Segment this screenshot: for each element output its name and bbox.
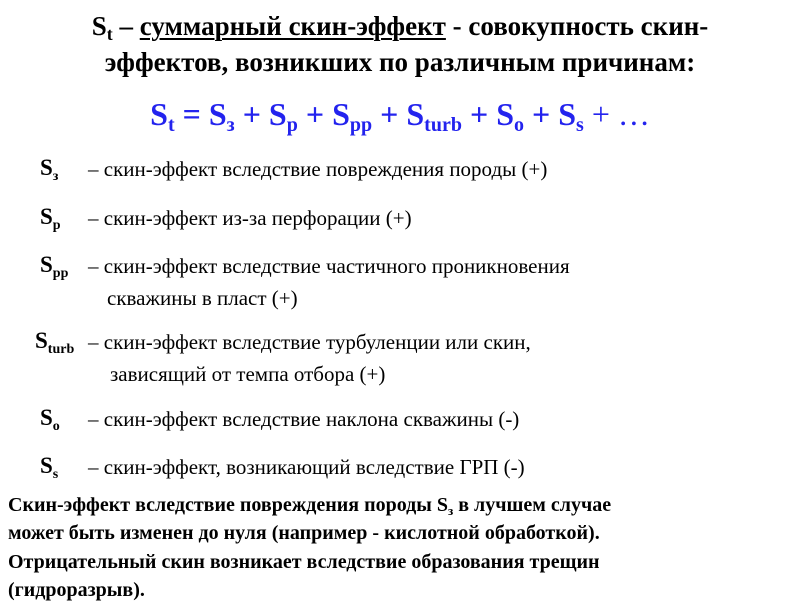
footer-line-4: (гидроразрыв). [8,579,145,601]
def-text-sz: – скин-эффект вследствие повреждения породы (+) [88,157,548,181]
def-symbol-spp: $S_{рр}$ [40,252,69,281]
def-text-sturb: – скин-эффект вследствие турбуленции или скин, [88,330,531,354]
footer-line-3: Отрицательный скин возникает вследствие образования трещин [8,551,600,573]
skin-equation: $S_t = S_з + S_р + S_{рр} + S_{turb} + S_о + S_s$ + … [150,96,650,136]
def-symbol-sturb: $S_{turb}$ [35,328,75,357]
def-text-so: – скин-эффект вследствие наклона скважины (-) [88,407,520,431]
footer-line-1: Скин-эффект вследствие повреждения породы $S_з$ в лучшем случае [8,494,612,518]
def-symbol-sz: $S_з$ [40,155,59,184]
title-line-2: эффектов, возникших по различным причинам: [104,47,696,77]
def-symbol-so: $S_о$ [40,405,60,434]
def-text-ss: – скин-эффект, возникающий вследствие ГРП (-) [88,455,525,479]
def-text-spp-cont: скважины в пласт (+) [107,286,298,310]
title-term: суммарный скин-эффект [139,11,446,41]
def-text-spp: – скин-эффект вследствие частичного проникновения [88,254,570,278]
def-text-sturb-cont: зависящий от темпа отбора (+) [110,362,386,386]
def-symbol-sp: $S_р$ [40,204,61,233]
footer-line-2: может быть изменен до нуля (например - кислотной обработкой). [8,522,600,544]
title-line-1: $S_t$ – суммарный скин-эффект - совокупность скин- [91,11,709,44]
def-symbol-ss: $S_s$ [40,453,59,482]
def-text-sp: – скин-эффект из-за перфорации (+) [88,206,412,230]
